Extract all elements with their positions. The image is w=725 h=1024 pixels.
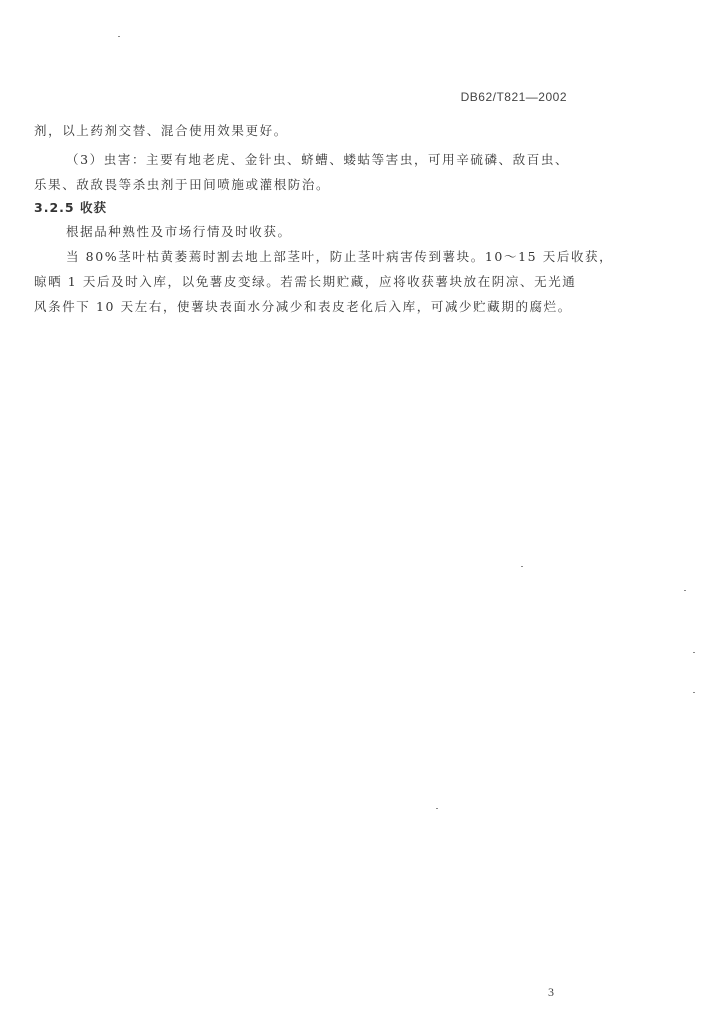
- scan-speck: [521, 566, 523, 567]
- scan-speck: [693, 652, 695, 653]
- body-line-6: 晾晒 1 天后及时入库，以免薯皮变绿。若需长期贮藏，应将收获薯块放在阴凉、无光通: [34, 274, 577, 289]
- body-line-7: 风条件下 10 天左右，使薯块表面水分减少和表皮老化后入库，可减少贮藏期的腐烂。: [34, 299, 572, 314]
- scan-speck: [436, 808, 438, 809]
- body-line-4: 根据品种熟性及市场行情及时收获。: [66, 224, 292, 239]
- body-line-1: 剂，以上药剂交替、混合使用效果更好。: [34, 123, 288, 138]
- page-number: 3: [548, 985, 554, 999]
- document-code: DB62/T821—2002: [460, 90, 567, 104]
- section-heading: 3.2.5 收获: [34, 200, 107, 215]
- scan-speck: [693, 692, 695, 693]
- body-line-2: （3）虫害：主要有地老虎、金针虫、蛴螬、蝼蛄等害虫，可用辛硫磷、敌百虫、: [66, 152, 570, 167]
- scan-speck: [118, 36, 120, 37]
- scan-speck: [684, 590, 686, 591]
- body-line-5: 当 80%茎叶枯黄萎蔫时割去地上部茎叶，防止茎叶病害传到薯块。10～15 天后收获，: [66, 249, 614, 264]
- body-line-3: 乐果、敌敌畏等杀虫剂于田间喷施或灌根防治。: [34, 177, 331, 192]
